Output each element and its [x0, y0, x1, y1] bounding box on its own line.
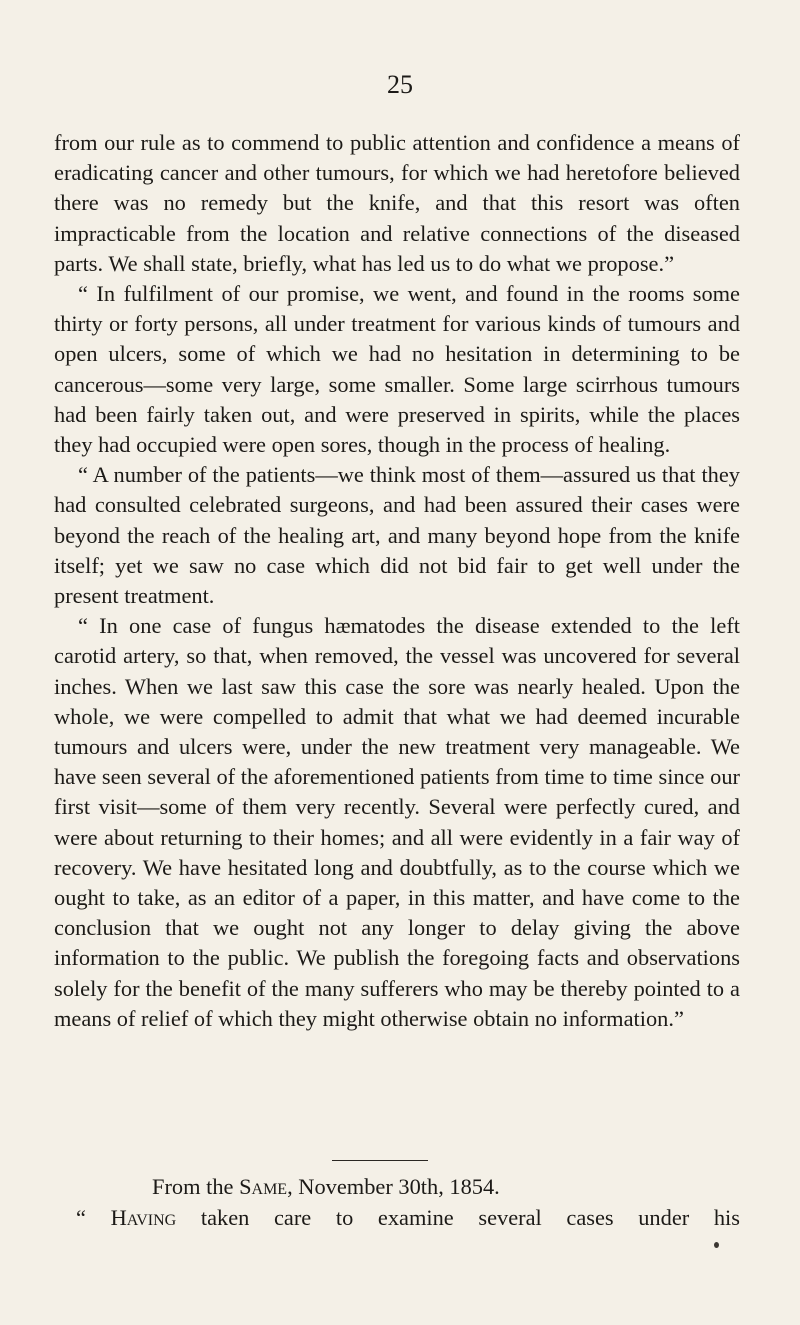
paragraph-1: from our rule as to commend to public attention and confidence a means of eradicating cancer and other tumours, for which we had heretofore believed there was no remedy but the knife, and that this resort was often impracticable from the location and relative connections of the diseased parts. We shall state, briefly, what has led us to do what we propose.” — [54, 130, 740, 276]
source-name: Same — [239, 1174, 288, 1199]
page-number: 25 — [387, 70, 413, 99]
body-text — [54, 128, 740, 1034]
closing-quote-mark: “ — [76, 1205, 111, 1230]
closing-paragraph-start — [76, 1203, 740, 1233]
closing-rest: taken care to examine several cases under his — [176, 1205, 740, 1230]
paragraph-3: “ A number of the patients—we think most of them—assured us that they had consulted celebrated surgeons, and had been assured their cases were beyond the reach of the healing art, and many beyond hope from the knife itself; yet we saw no case which did not bid fair to get well under the present treatment. — [54, 462, 740, 609]
closing-lead-word: Having — [110, 1205, 177, 1230]
ink-speck — [714, 1242, 719, 1248]
paragraph-2: “ In fulfilment of our promise, we went, and found in the rooms some thirty or forty persons, all under treatment for various kinds of tumours and open ulcers, some of which we had no hesitation in determining to be cancerous—some very large, some smaller. Some large scirrhous tumours had been fairly taken out, and were preserved in spirits, while the places they had occupied were open sores, though in the process of healing. — [54, 281, 740, 458]
source-prefix: From the — [152, 1174, 240, 1199]
section-divider-rule — [332, 1160, 428, 1161]
source-heading — [152, 1172, 500, 1202]
source-suffix: , November 30th, 1854. — [287, 1174, 500, 1199]
paragraph-4: “ In one case of fungus hæmatodes the disease extended to the left carotid artery, so that, when removed, the vessel was uncovered for several inches. When we last saw this case the sore was nearly healed. Upon the whole, we were compelled to admit that what we had deemed incurable tumours and ulcers were, under the new treatment very manageable. We have seen several of the aforementioned patients from time to time since our first visit—some of them very recently. Several were perfectly cured, and were about returning to their homes; and all were evidently in a fair way of recovery. We have hesitated long and doubtfully, as to the course which we ought to take, as an editor of a paper, in this matter, and have come to the conclusion that we ought not any longer to delay giving the above information to the public. We publish the foregoing facts and observations solely for the benefit of the many sufferers who may be thereby pointed to a means of relief of which they might otherwise obtain no information.” — [54, 613, 740, 1031]
